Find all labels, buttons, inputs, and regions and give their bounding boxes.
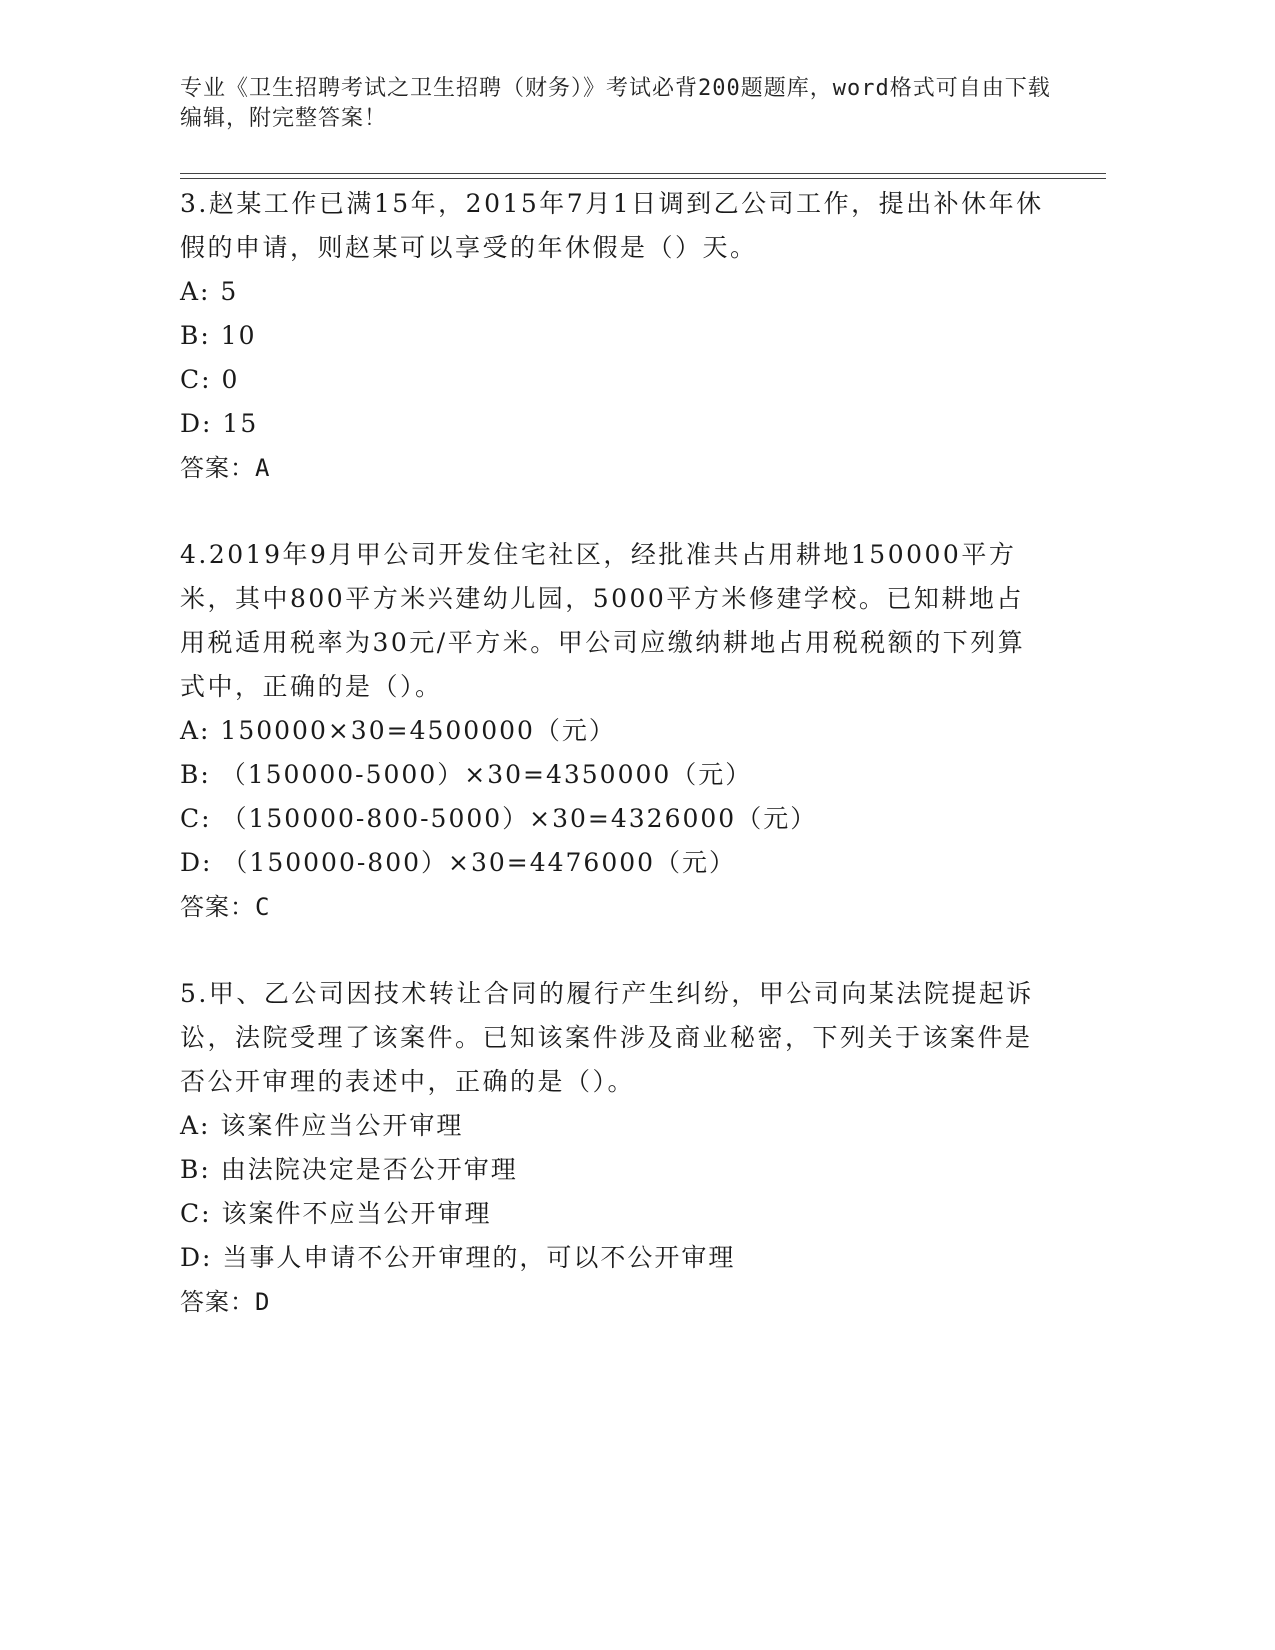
option-d: D: （150000-800）×30=4476000（元） <box>180 848 737 877</box>
header-divider-line-secondary <box>180 178 1106 179</box>
question-block-3 <box>180 182 1050 490</box>
header-divider-line <box>180 173 1106 174</box>
option-a: A: 5 <box>180 277 239 306</box>
answer-line: 答案：C <box>180 893 271 921</box>
answer-line: 答案：D <box>180 1288 271 1316</box>
option-a: A: 150000×30=4500000（元） <box>180 716 616 745</box>
option-b: B: 由法院决定是否公开审理 <box>180 1155 518 1184</box>
question-spacer <box>180 929 1050 972</box>
question-stem: 5.甲、乙公司因技术转让合同的履行产生纠纷，甲公司向某法院提起诉讼，法院受理了该案件。已知该案件涉及商业秘密，下列关于该案件是否公开审理的表述中，正确的是（）。 <box>180 979 1034 1096</box>
option-d: D: 当事人申请不公开审理的，可以不公开审理 <box>180 1243 736 1272</box>
question-stem: 3.赵某工作已满15年，2015年7月1日调到乙公司工作，提出补休年休假的申请，则赵某可以享受的年休假是（）天。 <box>180 189 1044 262</box>
option-b: B: 10 <box>180 321 257 350</box>
option-a: A: 该案件应当公开审理 <box>180 1111 464 1140</box>
option-c: C: （150000-800-5000）×30=4326000（元） <box>180 804 818 833</box>
question-stem: 4.2019年9月甲公司开发住宅社区，经批准共占用耕地150000平方米，其中800平方米兴建幼儿园，5000平方米修建学校。已知耕地占用税适用税率为30元/平方米。甲公司应缴纳耕地占用税税额的下列算式中，正确的是（）。 <box>180 540 1026 701</box>
option-d: D: 15 <box>180 409 259 438</box>
option-c: C: 该案件不应当公开审理 <box>180 1199 492 1228</box>
question-block-4 <box>180 533 1050 929</box>
question-block-5 <box>180 972 1050 1324</box>
answer-line: 答案：A <box>180 454 271 482</box>
page-header-title: 专业《卫生招聘考试之卫生招聘（财务）》考试必背200题题库，word格式可自由下载编辑，附完整答案！ <box>180 76 1051 131</box>
option-c: C: 0 <box>180 365 240 394</box>
question-list <box>180 182 1050 1324</box>
option-b: B: （150000-5000）×30=4350000（元） <box>180 760 753 789</box>
question-spacer <box>180 490 1050 533</box>
